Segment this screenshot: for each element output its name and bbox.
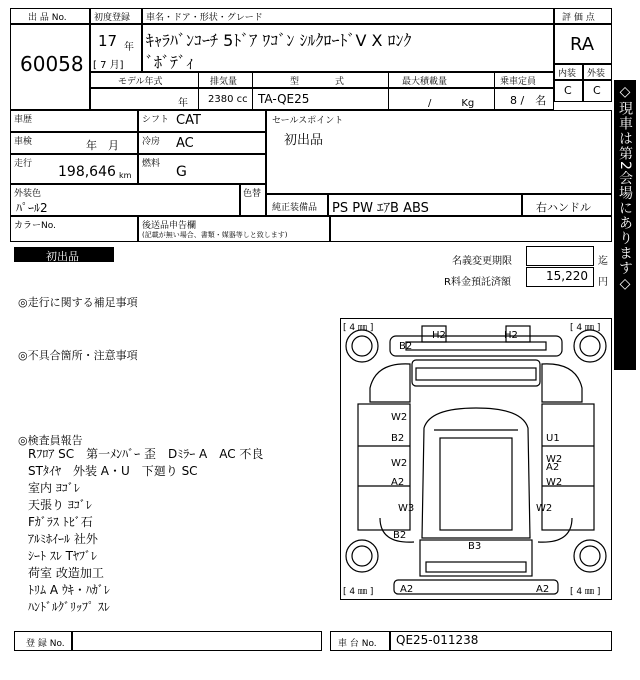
fuel-value: G bbox=[176, 164, 187, 180]
inspection-label: 車検 bbox=[14, 137, 33, 147]
shift-value: CAT bbox=[176, 113, 201, 128]
inspector-report-line: ｼｰﾄ ｽﾚ Tﾔﾌﾞﾚ bbox=[28, 549, 97, 563]
rear-bumper bbox=[394, 580, 558, 594]
aftermarket-note: (記載が無い場合、書類・媒器等しと致します) bbox=[142, 231, 288, 239]
lot-number-label: 出 品 No. bbox=[28, 13, 67, 23]
registration-no-cell bbox=[72, 631, 322, 651]
max-load-unit: / Kg bbox=[428, 98, 475, 109]
side-banner-text: ◇現車は第2会場にあります◇ bbox=[617, 84, 633, 293]
inspector-report-line: Fｶﾞﾗｽ ﾄﾋﾞ石 bbox=[28, 515, 93, 529]
chassis-no-label: 車 台 No. bbox=[338, 639, 377, 649]
mark-left-w2-b: W2 bbox=[391, 458, 408, 469]
name-change-label: 名義変更期限 bbox=[452, 256, 512, 267]
registration-no-label: 登 録 No. bbox=[26, 639, 65, 649]
first-registration-month: [ 7 月] bbox=[93, 60, 124, 71]
name-change-unit: 迄 bbox=[598, 256, 608, 267]
tire-front-left: [ 4 ㎜ ] bbox=[343, 323, 374, 333]
inspector-report-line: 荷室 改造加工 bbox=[28, 566, 104, 580]
interior-grade: C bbox=[564, 84, 572, 97]
max-load-label: 最大積載量 bbox=[402, 77, 448, 87]
history-label: 車歴 bbox=[14, 115, 33, 125]
lot-number: 60058 bbox=[20, 52, 84, 76]
mark-left-b2-b: B2 bbox=[393, 530, 407, 541]
tire-front-right: [ 4 ㎜ ] bbox=[570, 323, 601, 333]
inspection-value: 年 月 bbox=[86, 139, 119, 152]
specs-divider-1 bbox=[198, 72, 199, 110]
wheel-front-right bbox=[574, 330, 606, 362]
inspector-report-line: STﾀｲﾔ 外装 A・U 下廻り SC bbox=[28, 464, 198, 478]
ext-color-value: ﾊﾟｰﾙ2 bbox=[16, 201, 48, 215]
recycle-value: 15,220 bbox=[546, 269, 588, 283]
blank-wide-cell bbox=[330, 216, 612, 242]
first-registration-label: 初度登録 bbox=[94, 13, 131, 23]
mileage-unit: km bbox=[119, 171, 132, 180]
first-registration-year: 17 bbox=[98, 32, 118, 50]
car-diagram-drawing bbox=[340, 318, 612, 600]
inspector-report-list bbox=[28, 446, 328, 616]
sales-point-value: 初出品 bbox=[284, 133, 324, 148]
shift-label: シフト bbox=[142, 115, 170, 125]
first-registration-year-unit: 年 bbox=[124, 42, 134, 53]
wheel-rear-left bbox=[346, 540, 378, 572]
first-listing-text: 初出品 bbox=[46, 250, 79, 263]
type-label: 型 式 bbox=[290, 77, 345, 87]
inspector-report-line: ﾊﾝﾄﾞﾙｸﾞﾘｯﾌﾟ ｽﾚ bbox=[28, 600, 110, 614]
ac-label: 冷房 bbox=[142, 137, 161, 147]
mark-rear-b3: B3 bbox=[468, 541, 482, 552]
exterior-label: 外装 bbox=[587, 69, 606, 79]
sales-point-label: セールスポイント bbox=[272, 116, 344, 126]
name-change-box bbox=[526, 246, 594, 266]
inspector-report-title: ◎検査員報告 bbox=[18, 434, 83, 447]
overall-rating: RA bbox=[570, 34, 595, 55]
mark-right-w2-b: W2 bbox=[546, 477, 563, 488]
model-year-unit: 年 bbox=[178, 98, 188, 109]
inspector-report-line: Rﾌﾛｱ SC 第一ﾒﾝﾊﾞｰ 歪 Dﾐﾗｰ A AC 不良 bbox=[28, 447, 264, 461]
wheel-rear-right bbox=[574, 540, 606, 572]
equipment-value: PS PW ｴｱB ABS bbox=[332, 201, 429, 216]
mark-left-w2-a: W2 bbox=[391, 412, 408, 423]
mark-front-bumper: B2 bbox=[399, 341, 413, 352]
specs-divider-4 bbox=[494, 72, 495, 110]
inspector-report-line: 室内 ﾖｺﾞﾚ bbox=[28, 481, 80, 495]
roof bbox=[422, 408, 530, 538]
specs-divider-3 bbox=[388, 72, 389, 110]
displacement-label: 排気量 bbox=[210, 77, 238, 87]
mark-right-w2-a: W2 bbox=[546, 454, 563, 465]
mark-left-a2: A2 bbox=[391, 477, 405, 488]
specs-divider-2 bbox=[252, 72, 253, 110]
color-no-label: カラーNo. bbox=[14, 221, 56, 231]
driving-notes-title: ◎走行に関する補足事項 bbox=[18, 296, 138, 309]
mark-rear-a2-right: A2 bbox=[536, 584, 550, 595]
inspector-report-line: ｱﾙﾐﾎｲｰﾙ 社外 bbox=[28, 532, 98, 546]
specs-value-row bbox=[90, 88, 554, 110]
displacement-value: 2380 cc bbox=[208, 94, 248, 105]
defect-notes-title: ◎不具合箇所・注意事項 bbox=[18, 349, 138, 362]
color-change-label: 色替 bbox=[243, 189, 262, 199]
inspector-report-line: ﾄﾘﾑ A ｳｷ・ﾊｶﾞﾚ bbox=[28, 583, 110, 597]
chassis-no: QE25-011238 bbox=[396, 633, 479, 647]
mark-headlight-right: H2 bbox=[504, 330, 518, 341]
car-name-line2: ﾞﾎﾞﾃﾞｨ bbox=[146, 53, 195, 72]
mark-right-w2-c: W2 bbox=[536, 503, 553, 514]
mark-headlight-left: H2 bbox=[432, 330, 446, 341]
mark-left-b2-a: B2 bbox=[391, 433, 405, 444]
ext-color-label: 外装色 bbox=[14, 189, 42, 199]
aftermarket-label: 後送品申告欄 bbox=[142, 221, 197, 231]
fuel-label: 燃料 bbox=[142, 159, 161, 169]
model-type: TA-QE25 bbox=[258, 92, 310, 106]
recycle-label: R料金預託済額 bbox=[444, 277, 511, 288]
equipment-label: 純正装備品 bbox=[272, 203, 318, 213]
model-year-label: モデル年式 bbox=[118, 77, 163, 87]
front-bumper bbox=[390, 336, 562, 356]
tire-rear-left: [ 4 ㎜ ] bbox=[343, 587, 374, 597]
mark-right-u1: U1 bbox=[546, 433, 560, 444]
wheel-front-left bbox=[346, 330, 378, 362]
steering-value: 右ハンドル bbox=[536, 201, 591, 214]
mileage-value: 198,646 bbox=[58, 164, 116, 180]
exterior-grade: C bbox=[593, 84, 601, 97]
tire-rear-right: [ 4 ㎜ ] bbox=[570, 587, 601, 597]
mileage-label: 走行 bbox=[14, 159, 33, 169]
capacity-value: 8 / 名 bbox=[510, 94, 547, 107]
capacity-label: 乗車定員 bbox=[500, 77, 537, 87]
car-name-line1: ｷｬﾗﾊﾞﾝｺｰﾁ 5ﾄﾞｱ ﾜｺﾞﾝ ｼﾙｸﾛｰﾄﾞV X ﾛﾝｸ bbox=[146, 31, 412, 50]
mark-left-w3: W3 bbox=[398, 503, 415, 514]
recycle-unit: 円 bbox=[598, 277, 608, 288]
mark-right-a2: A2 bbox=[546, 462, 560, 473]
ac-value: AC bbox=[176, 136, 194, 151]
rating-label: 評 価 点 bbox=[562, 13, 595, 23]
inspector-report-line: 天張り ﾖｺﾞﾚ bbox=[28, 498, 92, 512]
mark-rear-a2-left: A2 bbox=[400, 584, 414, 595]
car-name-label: 車名・ドア・形状・グレード bbox=[146, 13, 263, 23]
interior-label: 内装 bbox=[558, 69, 577, 79]
